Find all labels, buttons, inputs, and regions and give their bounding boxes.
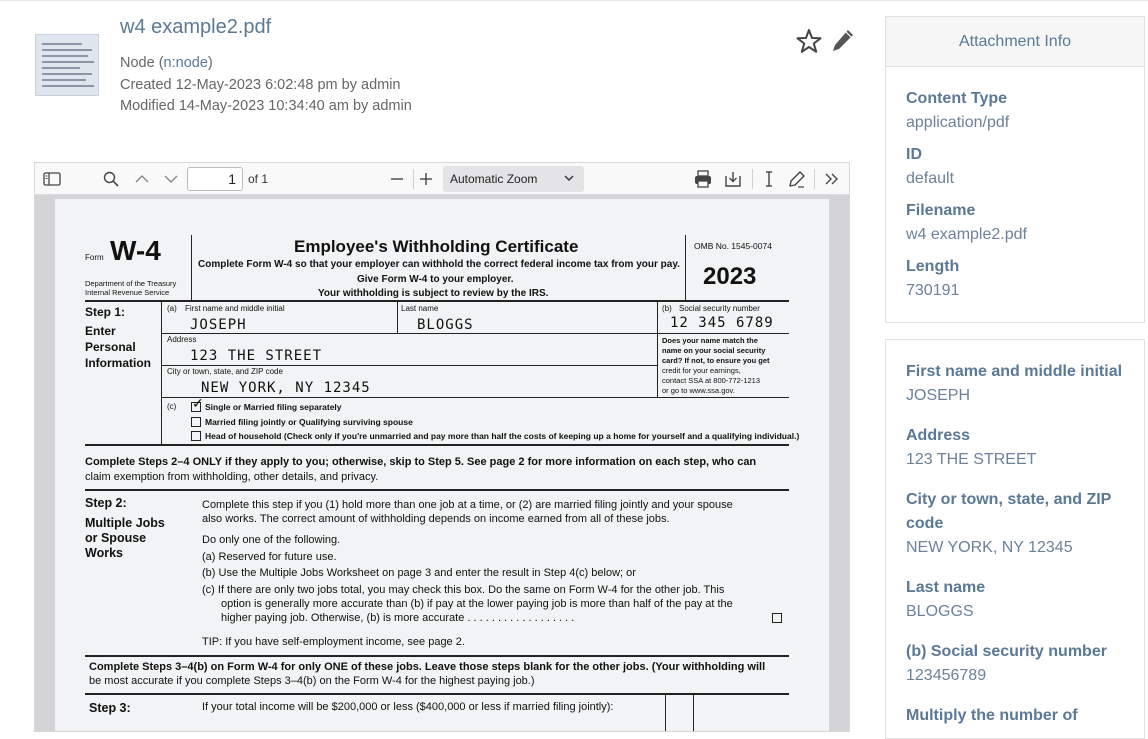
divider — [85, 693, 789, 695]
instructions-line-2: claim exemption from withholding, other details, and privacy. — [85, 471, 379, 483]
step2-line-1: Multiple Jobs — [85, 516, 165, 530]
form-heading: Employee's Withholding Certificate — [294, 237, 579, 256]
first-name-label: First name and middle initial — [906, 363, 1123, 380]
multiply-label: Multiply the number of — [906, 707, 1078, 724]
filing-option-hoh: Head of household (Check only if you're unmarried and pay more than half the costs of keeping up a home for yourself and a qualifying individual.) — [205, 431, 800, 441]
step1-line-3: Information — [85, 356, 151, 370]
step1-line-2: Personal — [85, 340, 136, 354]
last-name-value: BLOGGS — [906, 603, 974, 620]
first-name-value: JOSEPH — [906, 387, 971, 404]
ssa-note-1: Does your name match the — [662, 336, 758, 345]
step1-title: Step 1: — [85, 305, 126, 319]
step2-option-c-2: option is generally more accurate than (b) if pay at the lower paying job is more than half of the pay at the — [221, 598, 733, 610]
filing-status-checkbox-married[interactable] — [191, 417, 201, 427]
address-label: Address — [906, 427, 971, 444]
field-city-value: NEW YORK, NY 12345 — [201, 380, 371, 396]
step1-line-1: Enter — [85, 324, 116, 338]
toolbar-separator — [752, 169, 753, 189]
field-ssn-label: Social security number — [679, 304, 760, 313]
two-jobs-checkbox[interactable] — [772, 613, 782, 623]
text-cursor-icon[interactable] — [758, 168, 780, 190]
modified-info: Modified 14-May-2023 10:34:40 am by admin — [120, 98, 412, 114]
pdf-thumbnail[interactable] — [35, 34, 99, 96]
filing-status-checkbox-hoh[interactable] — [191, 431, 201, 441]
omb-number: OMB No. 1545-0074 — [694, 241, 772, 251]
dept-line-2: Internal Revenue Service — [85, 288, 170, 297]
instructions-line-1: Complete Steps 2–4 ONLY if they apply to you; otherwise, skip to Step 5. See page 2 for more information on each step, who can — [85, 456, 757, 468]
attachment-info-card — [885, 16, 1145, 323]
form-sub-1: Complete Form W-4 so that your employer can withhold the correct federal income tax from your pay. — [198, 259, 680, 270]
content-type-label: Content Type — [906, 90, 1008, 107]
divider — [685, 235, 686, 301]
address-value: 123 THE STREET — [906, 451, 1037, 468]
pdf-viewer[interactable] — [34, 162, 850, 732]
step2-text-1: Complete this step if you (1) hold more than one job at a time, or (2) are married filing jointly and your spouse — [202, 499, 733, 511]
divider — [693, 695, 694, 732]
form-sub-3: Your withholding is subject to review by the IRS. — [318, 288, 549, 299]
field-address-label: Address — [167, 335, 197, 344]
chevron-down-icon — [562, 171, 576, 185]
field-city-label: City or town, state, and ZIP code — [167, 367, 283, 376]
divider — [657, 302, 658, 397]
attachment-info-header: Attachment Info — [886, 17, 1144, 67]
download-icon[interactable] — [722, 168, 744, 190]
more-tools-icon[interactable] — [821, 168, 843, 190]
chevron-down-icon[interactable] — [160, 168, 182, 190]
form-id: W-4 — [110, 235, 161, 266]
divider — [85, 489, 789, 491]
field-first-name-value: JOSEPH — [190, 317, 247, 333]
step2-line-3: Works — [85, 546, 123, 560]
field-a: (a) — [167, 304, 177, 313]
content-type-value: application/pdf — [906, 114, 1010, 131]
ssn-label: (b) Social security number — [906, 643, 1107, 660]
filing-option-married: Married filing jointly or Qualifying surviving spouse — [205, 417, 413, 427]
pencil-icon[interactable] — [828, 27, 856, 55]
field-b: (b) — [662, 304, 672, 313]
toolbar-separator — [413, 169, 414, 189]
dept-line-1: Department of the Treasury — [85, 279, 177, 288]
field-first-name-label: First name and middle initial — [185, 304, 285, 313]
zoom-select-value: Automatic Zoom — [450, 172, 538, 186]
zoom-in-icon[interactable] — [415, 168, 437, 190]
instructions-line-3: Complete Steps 3–4(b) on Form W-4 for only ONE of these jobs. Leave those steps blank for the other jobs. (Your withholding will — [89, 661, 766, 673]
print-icon[interactable] — [692, 168, 714, 190]
checkmark-icon: ✓ — [192, 395, 204, 411]
divider — [161, 397, 789, 398]
last-name-label: Last name — [906, 579, 986, 596]
divider — [161, 333, 789, 334]
page-number-input[interactable]: 1 — [187, 167, 243, 191]
chevron-up-icon[interactable] — [131, 168, 153, 190]
created-info: Created 12-May-2023 6:02:48 pm by admin — [120, 77, 401, 93]
step2-title: Step 2: — [85, 496, 127, 510]
ssa-note-4: credit for your earnings, — [662, 366, 741, 375]
step3-text-1: If your total income will be $200,000 or less ($400,000 or less if married filing jointly): — [202, 701, 614, 713]
field-last-name-value: BLOGGS — [417, 317, 474, 333]
ssa-note-5: contact SSA at 800-772-1213 — [662, 376, 760, 385]
field-c: (c) — [167, 402, 177, 411]
step3-title: Step 3: — [89, 701, 131, 715]
divider — [191, 235, 192, 301]
top-border — [0, 0, 1148, 1]
zoom-out-icon[interactable] — [386, 168, 408, 190]
field-address-value: 123 THE STREET — [190, 348, 323, 364]
id-value: default — [906, 170, 955, 187]
city-label: City or town, state, and ZIP code — [906, 491, 1112, 532]
pdf-toolbar — [35, 163, 849, 195]
step2-do-only: Do only one of the following. — [202, 534, 341, 546]
divider — [85, 655, 789, 657]
step2-tip: TIP: If you have self-employment income, see page 2. — [202, 636, 465, 648]
node-link[interactable]: n:node — [163, 55, 208, 71]
step2-text-2: also works. The correct amount of withholding depends on income earned from all of these jobs. — [202, 513, 670, 525]
ssa-note-3: card? If not, to ensure you get — [662, 356, 770, 365]
toolbar-separator — [814, 169, 815, 189]
divider — [85, 300, 789, 302]
filename-label: Filename — [906, 202, 976, 219]
field-ssn-value: 12 345 6789 — [670, 315, 774, 331]
node-line: Node (n:node) — [120, 55, 213, 71]
divider — [397, 302, 398, 334]
document-title[interactable]: w4 example2.pdf — [120, 16, 272, 38]
step2-option-c-1: (c) If there are only two jobs total, you may check this box. Do the same on Form W-4 for the other job. This — [202, 584, 725, 596]
search-icon[interactable] — [100, 168, 122, 190]
ssa-note-6: or go to www.ssa.gov. — [662, 386, 735, 395]
zoom-select[interactable] — [443, 166, 584, 192]
divider — [161, 365, 657, 366]
step2-option-b: (b) Use the Multiple Jobs Worksheet on page 3 and enter the result in Step 4(c) below; or — [202, 567, 636, 579]
length-label: Length — [906, 258, 960, 275]
draw-icon[interactable] — [786, 168, 808, 190]
sidebar-toggle-icon[interactable] — [41, 168, 63, 190]
page-count: of 1 — [248, 172, 269, 186]
ssa-note-2: name on your social security — [662, 346, 766, 355]
filing-option-single: Single or Married filing separately — [205, 402, 342, 412]
ssn-value: 123456789 — [906, 667, 987, 684]
length-value: 730191 — [906, 282, 960, 299]
step2-option-c-3: higher paying job. Otherwise, (b) is more accurate . . . . . . . . . . . . . . . . . . — [221, 612, 575, 624]
instructions-line-4: be most accurate if you complete Steps 3–4(b) on the Form W-4 for the highest paying job.) — [89, 675, 535, 687]
divider — [161, 302, 162, 444]
divider — [85, 444, 789, 446]
form-sub-2: Give Form W-4 to your employer. — [357, 274, 514, 285]
pdf-page — [55, 199, 829, 732]
divider — [665, 695, 666, 732]
extracted-fields-card — [885, 339, 1145, 739]
star-icon[interactable] — [795, 27, 823, 55]
form-label: Form — [85, 253, 104, 262]
filename-value: w4 example2.pdf — [906, 226, 1027, 243]
city-value: NEW YORK, NY 12345 — [906, 539, 1073, 556]
field-last-name-label: Last name — [401, 304, 439, 313]
step2-line-2: or Spouse — [85, 531, 147, 545]
id-label: ID — [906, 146, 922, 163]
step2-option-a: (a) Reserved for future use. — [202, 551, 337, 563]
form-year: 2023 — [703, 263, 757, 290]
